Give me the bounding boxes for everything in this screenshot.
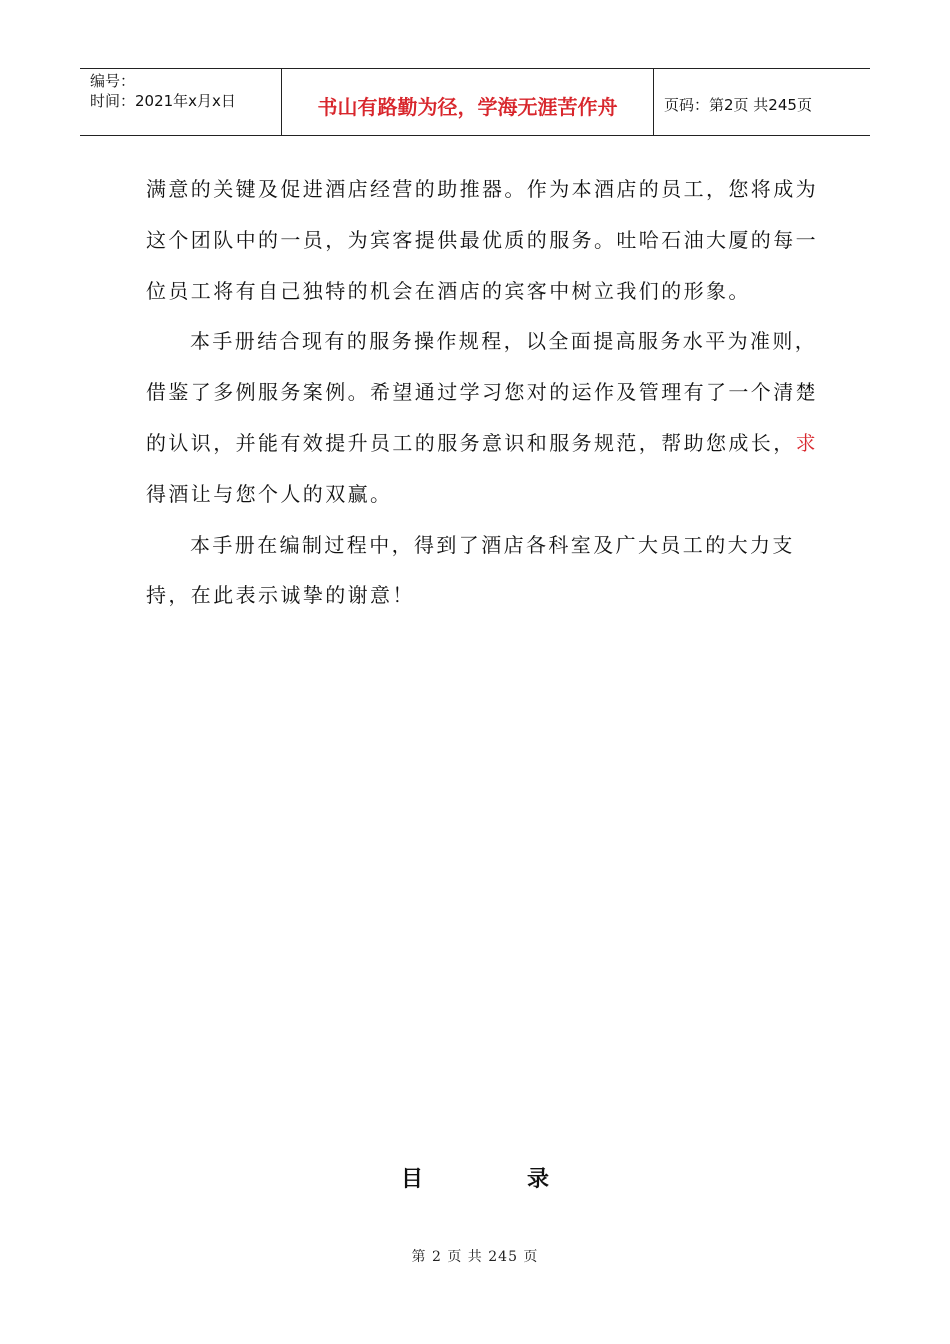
- toc-heading-char-1: 目: [400, 1167, 423, 1192]
- paragraph-2-highlight: 求: [795, 430, 819, 455]
- paragraph-2-main: 本手册结合现有的服务操作规程，以全面提高服务水平为准则，借鉴了多例服务案例。希望通过学习您对的运作及管理有了一个清楚的认识，并能有效提升员工的服务意识和服务规范，帮助您成长，: [146, 329, 818, 455]
- paragraph-1: 满意的关键及促进酒店经营的助推器。作为本酒店的员工，您将成为这个团队中的一员，为宾客提供最优质的服务。吐哈石油大厦的每一位员工将有自己独特的机会在酒店的宾客中树立我们的形象。: [146, 177, 818, 303]
- header-page-info: 页码：第2页 共245页: [664, 95, 812, 114]
- toc-heading: [0, 1162, 950, 1193]
- paragraph-2: [146, 316, 836, 519]
- page-header: [80, 68, 870, 136]
- paragraph-3: 本手册在编制过程中，得到了酒店各科室及广大员工的大力支持，在此表示诚挚的谢意！: [146, 532, 795, 608]
- page-footer: 第 2 页 共 245 页: [411, 1249, 539, 1265]
- header-motto: 书山有路勤为径，学海无涯苦作舟: [282, 69, 654, 135]
- document-body: [146, 164, 836, 621]
- paragraph-2-tail: 得酒让与您个人的双赢。: [146, 481, 393, 506]
- document-time: 时间：2021年x月x日: [90, 92, 236, 110]
- header-meta: [80, 69, 282, 135]
- toc-heading-char-2: 录: [527, 1167, 550, 1192]
- document-number: 编号：: [90, 72, 136, 90]
